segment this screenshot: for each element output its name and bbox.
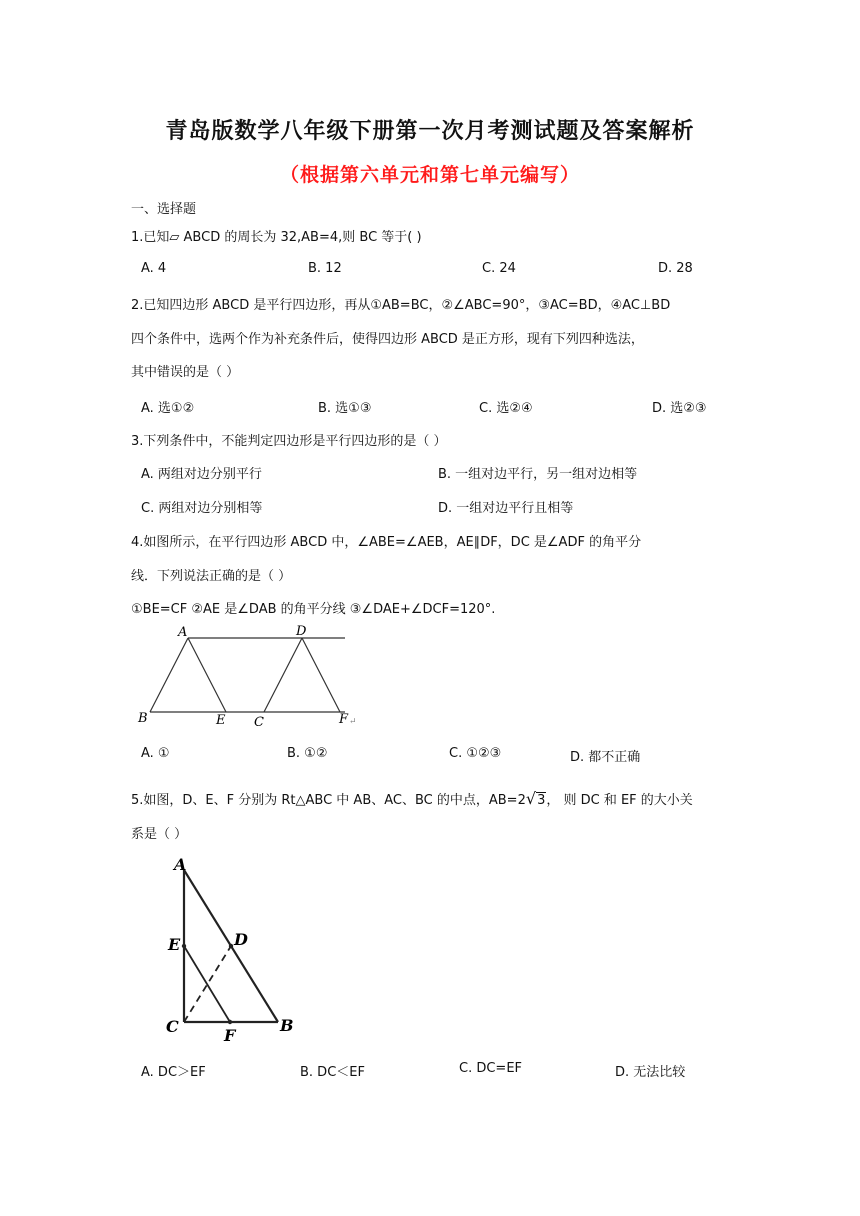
question-5-text-post: ， 则 DC 和 EF 的大小关	[546, 793, 693, 808]
question-4-line-3: ①BE=CF ②AE 是∠DAB 的角平分线 ③∠DAE+∠DCF=120°.	[131, 602, 496, 617]
point-e	[182, 944, 186, 948]
segment-dc	[264, 638, 302, 712]
sqrt-radicand: 3	[537, 793, 546, 808]
question-3-option-b: B. 一组对边平行，另一组对边相等	[438, 467, 638, 482]
question-2-option-d: D. 选②③	[652, 401, 707, 416]
segment-ae	[188, 638, 226, 712]
question-1-option-d: D. 28	[658, 261, 693, 276]
question-4-option-a: A. ①	[141, 746, 170, 761]
question-5-line-2: 系是（ ）	[131, 827, 188, 842]
figure-label-f: F	[224, 1026, 236, 1045]
question-4-line-1: 4.如图所示，在平行四边形 ABCD 中，∠ABE=∠AEB，AE∥DF，DC 是∠ADF 的角平分	[131, 535, 642, 550]
question-5-text-pre: 5.如图，D、E、F 分别为 Rt△ABC 中 AB、AC、BC 的中点，AB=2	[131, 793, 526, 808]
question-4-figure	[130, 620, 370, 732]
page-title: 青岛版数学八年级下册第一次月考测试题及答案解析	[165, 118, 695, 144]
point-f	[228, 1020, 232, 1024]
figure-label-d: D	[234, 930, 248, 949]
paragraph-mark-icon: ↵	[349, 717, 357, 727]
question-2-line-2: 四个条件中，选两个作为补充条件后，使得四边形 ABCD 是正方形，现有下列四种选法，	[131, 332, 644, 347]
question-3-option-d: D. 一组对边平行且相等	[438, 501, 574, 516]
question-2-option-a: A. 选①②	[141, 401, 195, 416]
question-5-option-d: D. 无法比较	[615, 1065, 686, 1080]
segment-ab	[150, 638, 188, 712]
figure-label-b: B	[280, 1016, 294, 1035]
question-2-option-c: C. 选②④	[479, 401, 533, 416]
section-heading: 一、选择题	[131, 202, 197, 217]
question-4-line-2: 线．下列说法正确的是（ ）	[131, 569, 292, 584]
sqrt-symbol: √3	[525, 789, 546, 808]
question-5-figure	[160, 850, 310, 1045]
segment-df	[302, 638, 340, 712]
question-1-option-a: A. 4	[141, 261, 167, 276]
question-1-option-c: C. 24	[482, 261, 516, 276]
question-3-option-a: A. 两组对边分别平行	[141, 467, 262, 482]
figure-label-e: E	[216, 713, 226, 728]
question-5-option-b: B. DC＜EF	[300, 1065, 365, 1080]
question-5-line-1	[131, 789, 693, 808]
figure-label-f: F	[339, 712, 349, 727]
question-3-option-c: C. 两组对边分别相等	[141, 501, 263, 516]
figure-label-a: A	[178, 625, 188, 640]
question-5-option-a: A. DC＞EF	[141, 1065, 206, 1080]
question-4-option-b: B. ①②	[287, 746, 328, 761]
question-2-line-1: 2.已知四边形 ABCD 是平行四边形，再从①AB=BC，②∠ABC=90°，③AC=BD，④AC⊥BD	[131, 298, 671, 313]
question-5-option-c: C. DC=EF	[459, 1061, 523, 1076]
question-1-option-b: B. 12	[308, 261, 342, 276]
figure-label-c: C	[254, 715, 264, 730]
question-1-stem: 1.已知▱ ABCD 的周长为 32,AB=4,则 BC 等于( )	[131, 230, 422, 245]
figure-label-c: C	[166, 1017, 179, 1036]
question-4-option-d: D. 都不正确	[570, 750, 641, 765]
question-2-option-b: B. 选①③	[318, 401, 372, 416]
point-d	[229, 944, 233, 948]
figure-label-d: D	[296, 624, 307, 639]
figure-label-a: A	[174, 855, 187, 874]
question-3-stem: 3.下列条件中，不能判定四边形是平行四边形的是（ ）	[131, 434, 447, 449]
question-2-line-3: 其中错误的是（ ）	[131, 365, 240, 380]
question-4-option-c: C. ①②③	[449, 746, 502, 761]
figure-label-b: B	[138, 711, 148, 726]
page-subtitle: （根据第六单元和第七单元编写）	[279, 164, 580, 186]
figure-label-e: E	[168, 935, 181, 954]
